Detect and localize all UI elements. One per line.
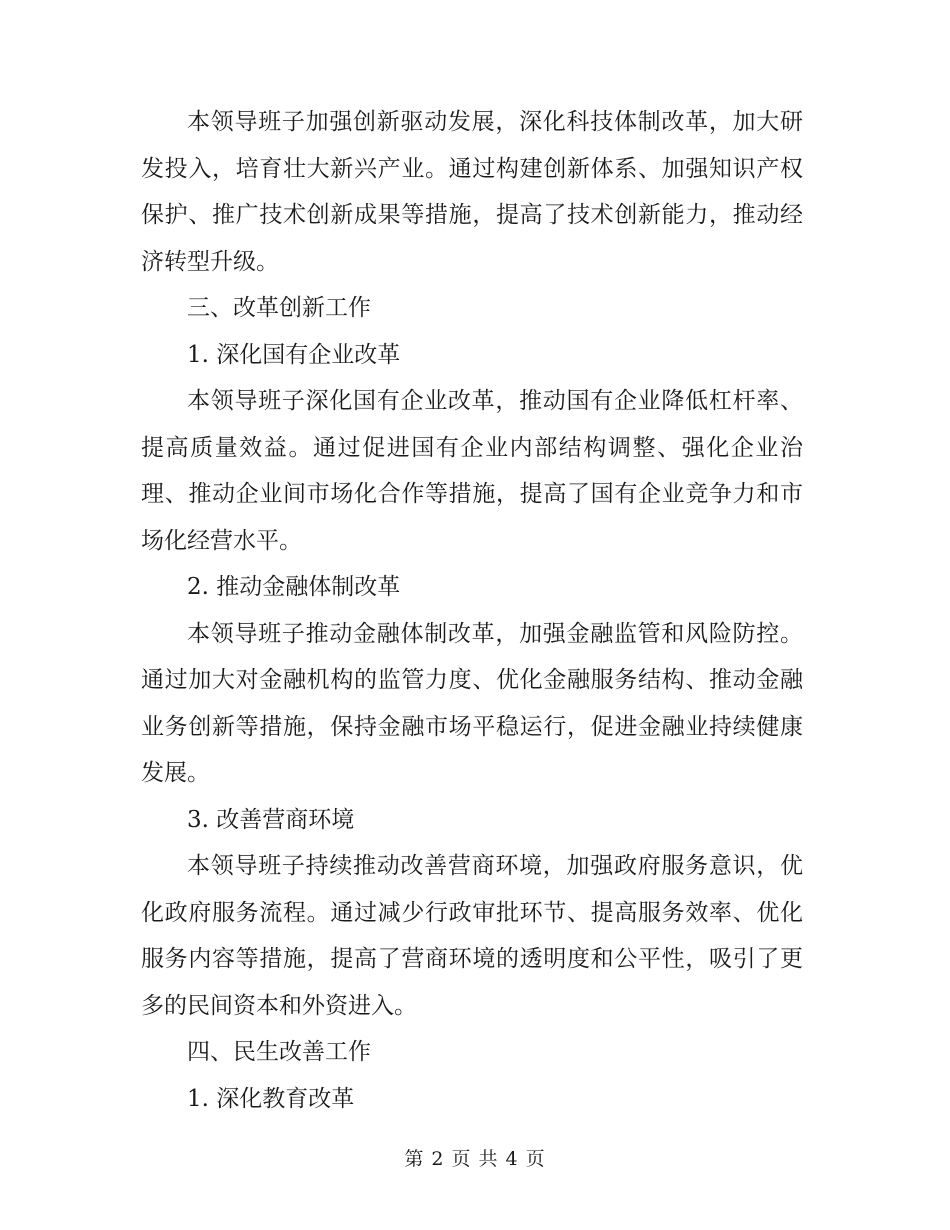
subheading-finance-reform: 2. 推动金融体制改革	[187, 574, 401, 600]
subheading-education-reform: 1. 深化教育改革	[187, 1085, 355, 1112]
paragraph-innovation-drive: 本领导班子加强创新驱动发展，深化科技体制改革，加大研发投入，培育壮大新兴产业。通过构建创新体系、加强知识产权保护、推广技术创新成果等措施，提高了技术创新能力，推动经济转型升级。	[141, 109, 803, 275]
subheading-soe-reform: 1. 深化国有企业改革	[187, 341, 401, 368]
subheading-business-environment: 3. 改善营商环境	[187, 806, 355, 833]
paragraph-soe-reform: 本领导班子深化国有企业改革，推动国有企业降低杠杆率、提高质量效益。通过促进国有企业内部结构调整、强化企业治理、推动企业间市场化合作等措施，提高了国有企业竞争力和市场化经营水平。	[141, 388, 803, 554]
paragraph-finance-reform: 本领导班子推动金融体制改革，加强金融监管和风险防控。通过加大对金融机构的监管力度、优化金融服务结构、推动金融业务创新等措施，保持金融市场平稳运行，促进金融业持续健康发展。	[141, 620, 803, 786]
page-number-footer: 第 2 页 共 4 页	[404, 1148, 546, 1170]
section-heading-livelihood: 四、民生改善工作	[187, 1039, 371, 1065]
document-body	[141, 99, 803, 1122]
section-heading-reform: 三、改革创新工作	[187, 295, 371, 321]
paragraph-business-environment: 本领导班子持续推动改善营商环境，加强政府服务意识，优化政府服务流程。通过减少行政审批环节、提高服务效率、优化服务内容等措施，提高了营商环境的透明度和公平性，吸引了更多的民间资本和外资进入。	[141, 853, 803, 1019]
